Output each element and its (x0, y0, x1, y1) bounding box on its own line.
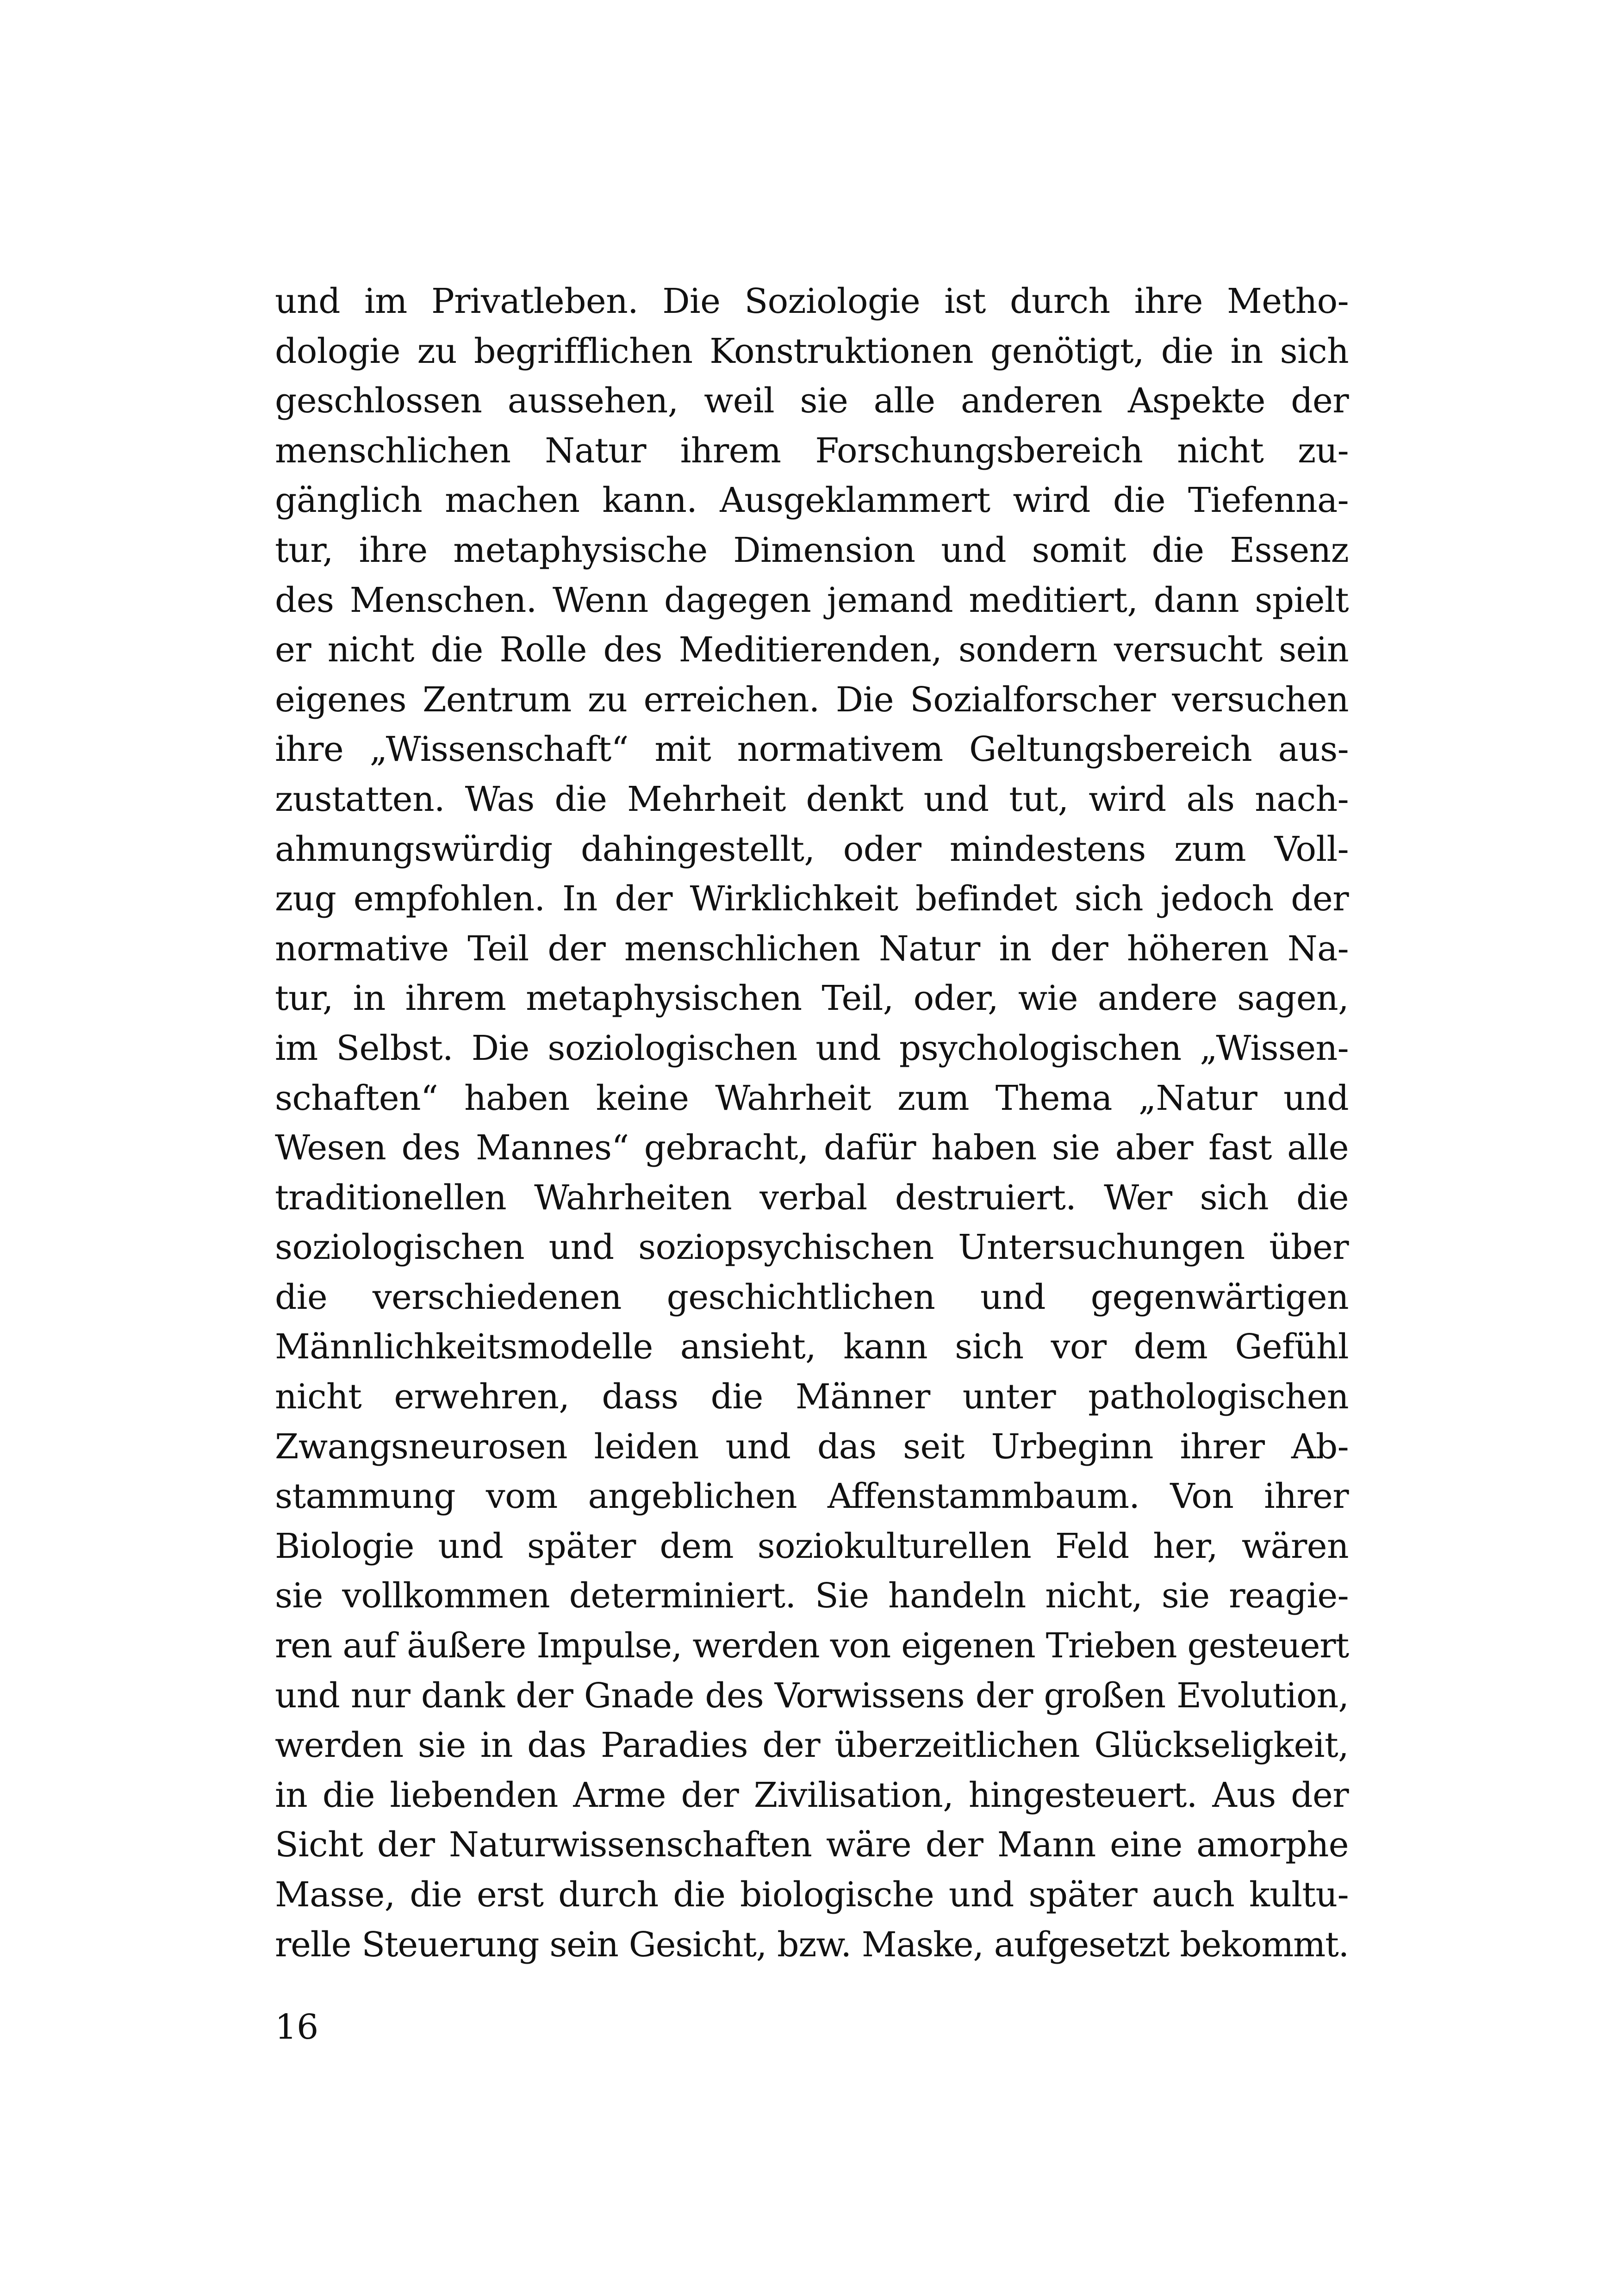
text-line: zustatten. Was die Mehrheit denkt und tut, wird als nach- (275, 779, 1349, 819)
body-text (275, 277, 1349, 1970)
text-line: des Menschen. Wenn dagegen jemand meditiert, dann spielt (275, 580, 1349, 620)
text-line: tur, ihre metaphysische Dimension und somit die Essenz (275, 530, 1349, 570)
text-line: ahmungswürdig dahingestellt, oder mindestens zum Voll- (275, 829, 1349, 869)
text-line: er nicht die Rolle des Meditierenden, sondern versucht sein (275, 630, 1349, 670)
text-line: und nur dank der Gnade des Vorwissens der großen Evolution, (275, 1675, 1349, 1716)
text-line: ren auf äußere Impulse, werden von eigenen Trieben gesteuert (275, 1626, 1349, 1666)
text-line: ihre „Wissenschaft“ mit normativem Geltungsbereich aus- (275, 729, 1349, 770)
text-line: nicht erwehren, dass die Männer unter pathologischen (275, 1377, 1349, 1417)
text-line: Wesen des Mannes“ gebracht, dafür haben sie aber fast alle (275, 1128, 1349, 1168)
text-line: normative Teil der menschlichen Natur in der höheren Na- (275, 928, 1349, 969)
text-line: tur, in ihrem metaphysischen Teil, oder, wie andere sagen, (275, 978, 1349, 1019)
text-line: eigenes Zentrum zu erreichen. Die Sozialforscher versuchen (275, 679, 1349, 720)
text-line: Sicht der Naturwissenschaften wäre der Mann eine amorphe (275, 1825, 1349, 1865)
page-number: 16 (275, 2007, 319, 2047)
text-line: werden sie in das Paradies der überzeitlichen Glückseligkeit, (275, 1725, 1349, 1766)
text-line: im Selbst. Die soziologischen und psychologischen „Wissen- (275, 1028, 1349, 1068)
text-line: soziologischen und soziopsychischen Untersuchungen über (275, 1227, 1349, 1268)
text-line: Biologie und später dem soziokulturellen Feld her, wären (275, 1526, 1349, 1566)
text-line: zug empfohlen. In der Wirklichkeit befindet sich jedoch der (275, 879, 1349, 919)
text-line: Masse, die erst durch die biologische und später auch kultu- (275, 1875, 1349, 1915)
text-line: Zwangsneurosen leiden und das seit Urbeginn ihrer Ab- (275, 1426, 1349, 1467)
text-line: gänglich machen kann. Ausgeklammert wird die Tiefenna- (275, 480, 1349, 521)
text-line: in die liebenden Arme der Zivilisation, hingesteuert. Aus der (275, 1775, 1349, 1815)
text-line: traditionellen Wahrheiten verbal destruiert. Wer sich die (275, 1177, 1349, 1218)
text-line: und im Privatleben. Die Soziologie ist durch ihre Metho- (275, 281, 1349, 321)
text-line: schaften“ haben keine Wahrheit zum Thema „Natur und (275, 1078, 1349, 1118)
text-line: sie vollkommen determiniert. Sie handeln nicht, sie reagie- (275, 1576, 1349, 1616)
text-line: die verschiedenen geschichtlichen und gegenwärtigen (275, 1277, 1349, 1317)
text-line: Männlichkeitsmodelle ansieht, kann sich vor dem Gefühl (275, 1327, 1349, 1367)
text-line: dologie zu begrifflichen Konstruktionen genötigt, die in sich (275, 331, 1349, 371)
text-line: relle Steuerung sein Gesicht, bzw. Maske, aufgesetzt bekommt. (275, 1924, 1349, 1965)
text-line: menschlichen Natur ihrem Forschungsbereich nicht zu- (275, 430, 1349, 471)
text-line: geschlossen aussehen, weil sie alle anderen Aspekte der (275, 381, 1349, 421)
text-line: stammung vom angeblichen Affenstammbaum. Von ihrer (275, 1476, 1349, 1517)
